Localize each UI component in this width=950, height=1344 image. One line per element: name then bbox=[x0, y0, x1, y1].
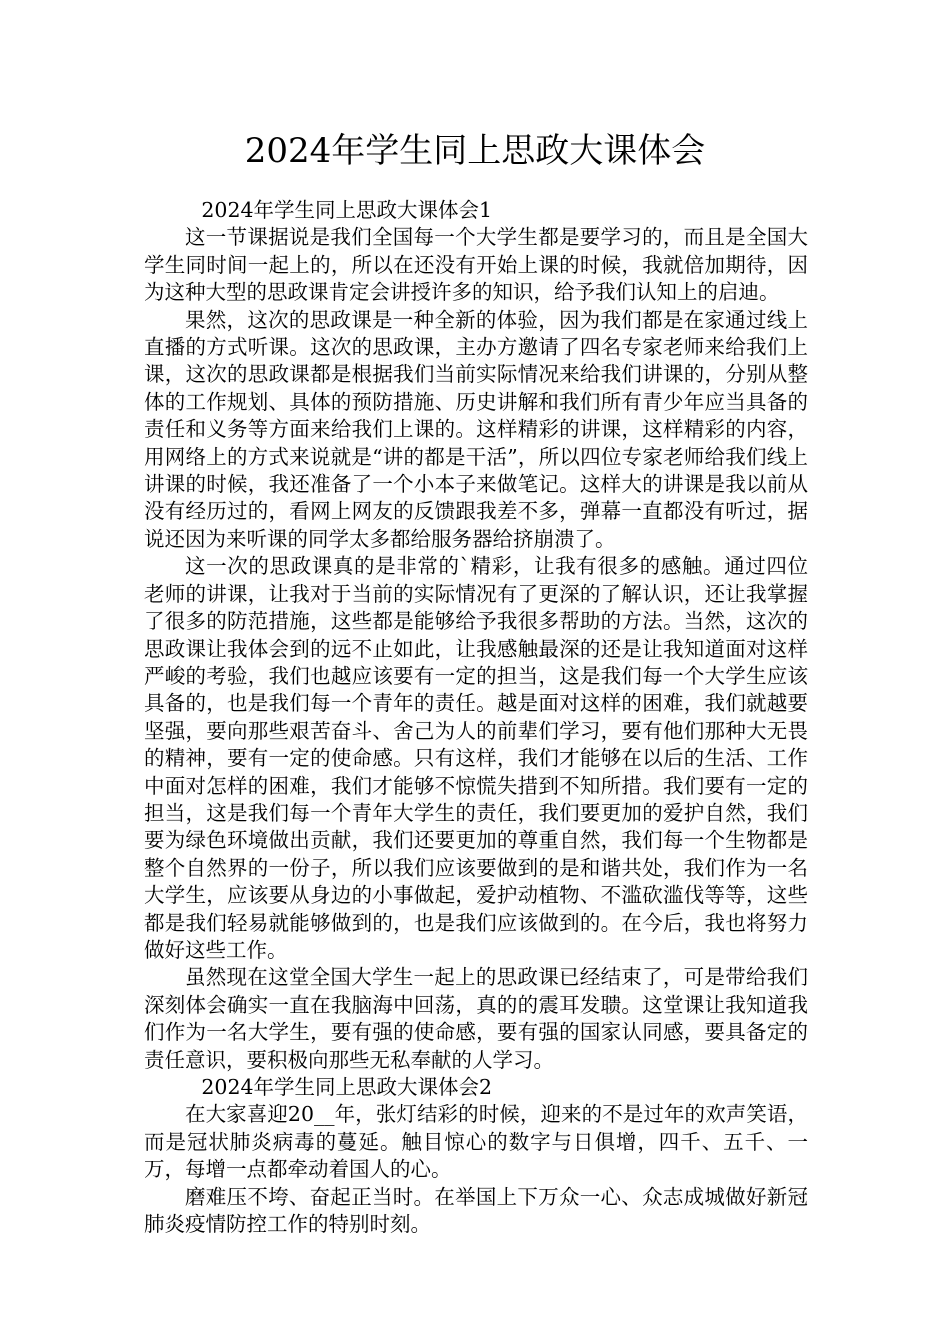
section-heading-2: 2024年学生同上思政大课体会2 bbox=[201, 1075, 493, 1099]
section-heading-1: 2024年学生同上思政大课体会1 bbox=[201, 198, 493, 222]
document-title: 2024年学生同上思政大课体会 bbox=[244, 131, 706, 171]
paragraph: 在大家喜迎20__年，张灯结彩的时候，迎来的不是过年的欢声笑语，而是冠状肺炎病毒的蔓延。触目惊心的数字与日俱增，四千、五千、一万，每增一点都牵动着国人的心。 bbox=[144, 1102, 808, 1182]
paragraph: 虽然现在这堂全国大学生一起上的思政课已经结束了，可是带给我们深刻体会确实一直在我脑海中回荡，真的的震耳发聩。这堂课让我知道我们作为一名大学生，要有强的使命感，要有强的国家认同感，要具备定的责任意识，要积极向那些无私奉献的人学习。 bbox=[144, 965, 808, 1072]
paragraph: 这一节课据说是我们全国每一个大学生都是要学习的，而且是全国大学生同时间一起上的，所以在还没有开始上课的时候，我就倍加期待，因为这种大型的思政课肯定会讲授许多的知识，给予我们认知上的启迪。 bbox=[144, 225, 808, 305]
paragraph: 这一次的思政课真的是非常的`精彩，让我有很多的感触。通过四位老师的讲课，让我对于当前的实际情况有了更深的了解认识，还让我掌握了很多的防范措施，这些都是能够给予我很多帮助的方法。当然，这次的思政课让我体会到的远不止如此，让我感触最深的还是让我知道面对这样严峻的考验，我们也越应该要有一定的担当，这是我们每一个大学生应该具备的，也是我们每一个青年的责任。越是面对这样的困难，我们就越要坚强，要向那些艰苦奋斗、舍己为人的前辈们学习，要有他们那种大无畏的精神，要有一定的使命感。只有这样，我们才能够在以后的生活、工作中面对怎样的困难，我们才能够不惊慌失措到不知所措。我们要有一定的担当，这是我们每一个青年大学生的责任，我们要更加的爱护自然，我们要为绿色环境做出贡献，我们还要更加的尊重自然，我们每一个生物都是整个自然界的一份子，所以我们应该要做到的是和谐共处，我们作为一名大学生，应该要从身边的小事做起，爱护动植物、不滥砍滥伐等等，这些都是我们轻易就能够做到的，也是我们应该做到的。在今后，我也将努力做好这些工作。 bbox=[144, 554, 808, 962]
paragraph: 果然，这次的思政课是一种全新的体验，因为我们都是在家通过线上直播的方式听课。这次的思政课，主办方邀请了四名专家老师来给我们上课，这次的思政课都是根据我们当前实际情况来给我们讲课的，分别从整体的工作规划、具体的预防措施、历史讲解和我们所有青少年应当具备的责任和义务等方面来给我们上课的。这样精彩的讲课，这样精彩的内容，用网络上的方式来说就是“讲的都是干活”，所以四位专家老师给我们线上讲课的时候，我还准备了一个小本子来做笔记。这样大的讲课是我以前从没有经历过的，看网上网友的反馈跟我差不多，弹幕一直都没有听过，据说还因为来听课的同学太多都给服务器给挤崩溃了。 bbox=[144, 307, 808, 551]
paragraph: 磨难压不垮、奋起正当时。在举国上下万众一心、众志成城做好新冠肺炎疫情防控工作的特别时刻。 bbox=[144, 1184, 808, 1237]
document-body bbox=[144, 197, 808, 1238]
